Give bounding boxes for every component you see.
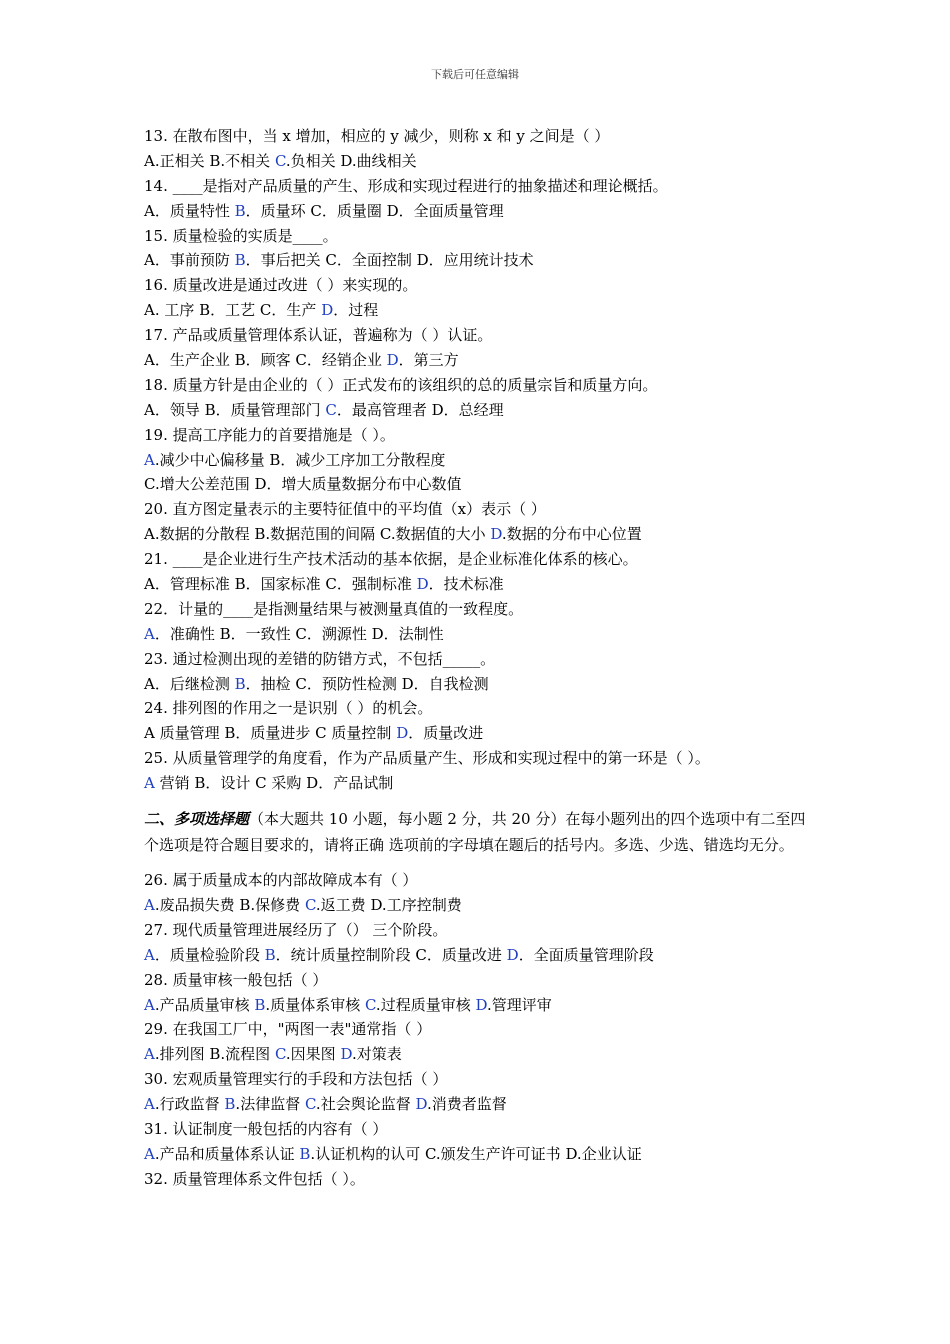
answer-letter: C	[304, 895, 316, 914]
text-line	[144, 248, 814, 273]
answer-letter: B	[234, 251, 246, 270]
line-text: ．质量检验阶段	[154, 945, 265, 964]
line-text: .对策表	[351, 1045, 402, 1064]
text-line	[144, 968, 814, 993]
line-text: .管理评审	[486, 995, 552, 1014]
answer-letter: C	[274, 151, 286, 170]
line-text: 29. 在我国工厂中，"两图一表"通常指（ ）	[144, 1020, 432, 1039]
section-description: （本大题共 10 小题，每小题 2 分，共 20 分）在每小题列出的四个选项中有二至四个选项是符合题目要求的，请将正确 选项前的字母填在题后的括号内。多选、少选、错选均无分。	[144, 810, 806, 855]
answer-letter: A	[144, 450, 155, 469]
answer-letter: C	[304, 1095, 316, 1114]
text-line	[144, 547, 814, 572]
answer-letter: B	[299, 1144, 311, 1163]
line-text: 31. 认证制度一般包括的内容有（ ）	[144, 1119, 388, 1138]
line-text: A. 工序 B．工艺 C．生产	[144, 301, 322, 320]
line-text: 21. ____是企业进行生产技术活动的基本依据，是企业标准化体系的核心。	[144, 550, 638, 569]
line-text: 17. 产品或质量管理体系认证，普遍称为（ ）认证。	[144, 326, 493, 345]
answer-letter: A	[144, 995, 155, 1014]
line-text: 27. 现代质量管理进展经历了（） 三个阶段。	[144, 920, 448, 939]
text-line	[144, 149, 814, 174]
line-text: .产品质量审核	[154, 995, 255, 1014]
line-text: ．质量环 C．质量圈 D．全面质量管理	[245, 201, 504, 220]
line-text: ．准确性 B．一致性 C．溯源性 D．法制性	[154, 624, 444, 643]
section-label: 二、	[144, 810, 175, 829]
text-line	[144, 124, 814, 149]
line-text: 18. 质量方针是由企业的（ ）正式发布的该组织的总的质量宗旨和质量方向。	[144, 375, 658, 394]
line-text: .数据的分布中心位置	[501, 525, 642, 544]
line-text: .返工费 D.工序控制费	[315, 895, 462, 914]
line-text: 32. 质量管理体系文件包括（ ）。	[144, 1169, 365, 1188]
line-text: 16. 质量改进是通过改进（ ）来实现的。	[144, 276, 418, 295]
line-text: A.数据的分散程 B.数据范围的间隔 C.数据值的大小	[144, 525, 491, 544]
line-text: .排列图 B.流程图	[154, 1045, 275, 1064]
answer-letter: B	[234, 674, 246, 693]
line-text: 15. 质量检验的实质是____。	[144, 226, 338, 245]
page-header: 下载后可任意编辑	[431, 68, 519, 81]
line-text: 30. 宏观质量管理实行的手段和方法包括（ ）	[144, 1070, 448, 1089]
line-text: 25. 从质量管理学的角度看，作为产品质量产生、形成和实现过程中的第一环是（ ）。	[144, 749, 710, 768]
document-body	[144, 124, 814, 1192]
line-text: .社会舆论监督	[315, 1095, 416, 1114]
text-line	[144, 868, 814, 893]
text-line	[144, 1092, 814, 1117]
line-text: .质量体系审核	[265, 995, 365, 1014]
text-line	[144, 893, 814, 918]
text-line	[144, 472, 814, 497]
line-text: .行政监督	[154, 1095, 225, 1114]
text-line	[144, 1167, 814, 1192]
single-choice-questions	[144, 124, 814, 796]
text-line	[144, 1042, 814, 1067]
text-line	[144, 721, 814, 746]
line-text: ．质量改进	[408, 724, 484, 743]
answer-letter: A	[144, 624, 155, 643]
line-text: .产品和质量体系认证	[154, 1144, 300, 1163]
answer-letter: B	[254, 995, 266, 1014]
answer-letter: A	[144, 1095, 155, 1114]
text-line	[144, 224, 814, 249]
answer-letter: B	[264, 945, 276, 964]
answer-letter: A	[144, 1045, 155, 1064]
line-text: ．最高管理者 D．总经理	[336, 400, 504, 419]
line-text: 24. 排列图的作用之一是识别（ ）的机会。	[144, 699, 433, 718]
line-text: .废品损失费 B.保修费	[154, 895, 305, 914]
answer-letter: C	[274, 1045, 286, 1064]
text-line	[144, 423, 814, 448]
section-title: 多项选择题	[174, 810, 250, 829]
text-line	[144, 497, 814, 522]
line-text: ．技术标准	[428, 575, 504, 594]
line-text: 20. 直方图定量表示的主要特征值中的平均值（x）表示（ ）	[144, 500, 546, 519]
text-line	[144, 918, 814, 943]
line-text: 28. 质量审核一般包括（ ）	[144, 970, 328, 989]
line-text: ．第三方	[398, 351, 459, 370]
line-text: .消费者监督	[426, 1095, 507, 1114]
line-text: A．管理标准 B．国家标准 C．强制标准	[144, 575, 417, 594]
text-line	[144, 647, 814, 672]
line-text: C.增大公差范围 D．增大质量数据分布中心数值	[144, 475, 462, 494]
answer-letter: C	[364, 995, 376, 1014]
line-text: 23. 通过检测出现的差错的防错方式，不包括_____。	[144, 649, 496, 668]
text-line	[144, 1067, 814, 1092]
text-line	[144, 1142, 814, 1167]
line-text: .负相关 D.曲线相关	[285, 151, 417, 170]
line-text: 26. 属于质量成本的内部故障成本有（ ）	[144, 871, 418, 890]
text-line	[144, 993, 814, 1018]
text-line	[144, 696, 814, 721]
answer-letter: C	[325, 400, 337, 419]
line-text: 13. 在散布图中，当 x 增加，相应的 y 减少，则称 x 和 y 之间是（ ）	[144, 127, 610, 145]
line-text: 19. 提高工序能力的首要措施是（ ）。	[144, 425, 395, 444]
line-text: .认证机构的认可 C.颁发生产许可证书 D.企业认证	[310, 1144, 642, 1163]
answer-letter: D	[386, 351, 399, 370]
answer-letter: A	[144, 945, 155, 964]
line-text: A.正相关 B.不相关	[144, 151, 275, 170]
answer-letter: D	[490, 525, 502, 544]
text-line	[144, 348, 814, 373]
line-text: ．统计质量控制阶段 C．质量改进	[275, 945, 507, 964]
answer-letter: D	[506, 945, 519, 964]
line-text: A 质量管理 B．质量进步 C 质量控制	[144, 724, 397, 743]
line-text: .法律监督	[235, 1095, 305, 1114]
text-line	[144, 448, 814, 473]
answer-letter: D	[416, 575, 429, 594]
text-line	[144, 1117, 814, 1142]
line-text: ．抽检 C．预防性检测 D．自我检测	[245, 674, 489, 693]
line-text: ．过程	[333, 301, 379, 320]
text-line	[144, 373, 814, 398]
answer-letter: B	[234, 201, 246, 220]
answer-letter: A	[144, 774, 155, 793]
text-line	[144, 174, 814, 199]
multiple-choice-questions	[144, 868, 814, 1192]
line-text: A．领导 B．质量管理部门	[144, 400, 326, 419]
line-text: .因果图	[285, 1045, 341, 1064]
text-line	[144, 622, 814, 647]
text-line	[144, 746, 814, 771]
line-text: .过程质量审核	[375, 995, 476, 1014]
line-text: A．质量特性	[144, 201, 235, 220]
text-line	[144, 398, 814, 423]
line-text: A．事前预防	[144, 251, 235, 270]
text-line	[144, 672, 814, 697]
text-line	[144, 522, 814, 547]
text-line	[144, 199, 814, 224]
text-line	[144, 273, 814, 298]
answer-letter: D	[396, 724, 409, 743]
line-text: ．全面质量管理阶段	[518, 945, 654, 964]
line-text: 22．计量的____是指测量结果与被测量真值的一致程度。	[144, 599, 524, 618]
answer-letter: D	[321, 301, 334, 320]
answer-letter: A	[144, 895, 155, 914]
answer-letter: B	[224, 1095, 236, 1114]
answer-letter: D	[415, 1095, 427, 1114]
text-line	[144, 943, 814, 968]
line-text: 14. ____是指对产品质量的产生、形成和实现过程进行的抽象描述和理论概括。	[144, 176, 668, 195]
section-heading	[144, 806, 814, 858]
answer-letter: D	[475, 995, 487, 1014]
text-line	[144, 771, 814, 796]
line-text: A．生产企业 B．顾客 C．经销企业	[144, 351, 387, 370]
text-line	[144, 1017, 814, 1042]
answer-letter: D	[340, 1045, 352, 1064]
text-line	[144, 597, 814, 622]
line-text: .减少中心偏移量 B．减少工序加工分散程度	[154, 450, 446, 469]
text-line	[144, 298, 814, 323]
text-line	[144, 572, 814, 597]
answer-letter: A	[144, 1144, 155, 1163]
line-text: 营销 B．设计 C 采购 D．产品试制	[154, 774, 394, 793]
line-text: ．事后把关 C．全面控制 D．应用统计技术	[245, 251, 534, 270]
text-line	[144, 323, 814, 348]
line-text: A．后继检测	[144, 674, 235, 693]
